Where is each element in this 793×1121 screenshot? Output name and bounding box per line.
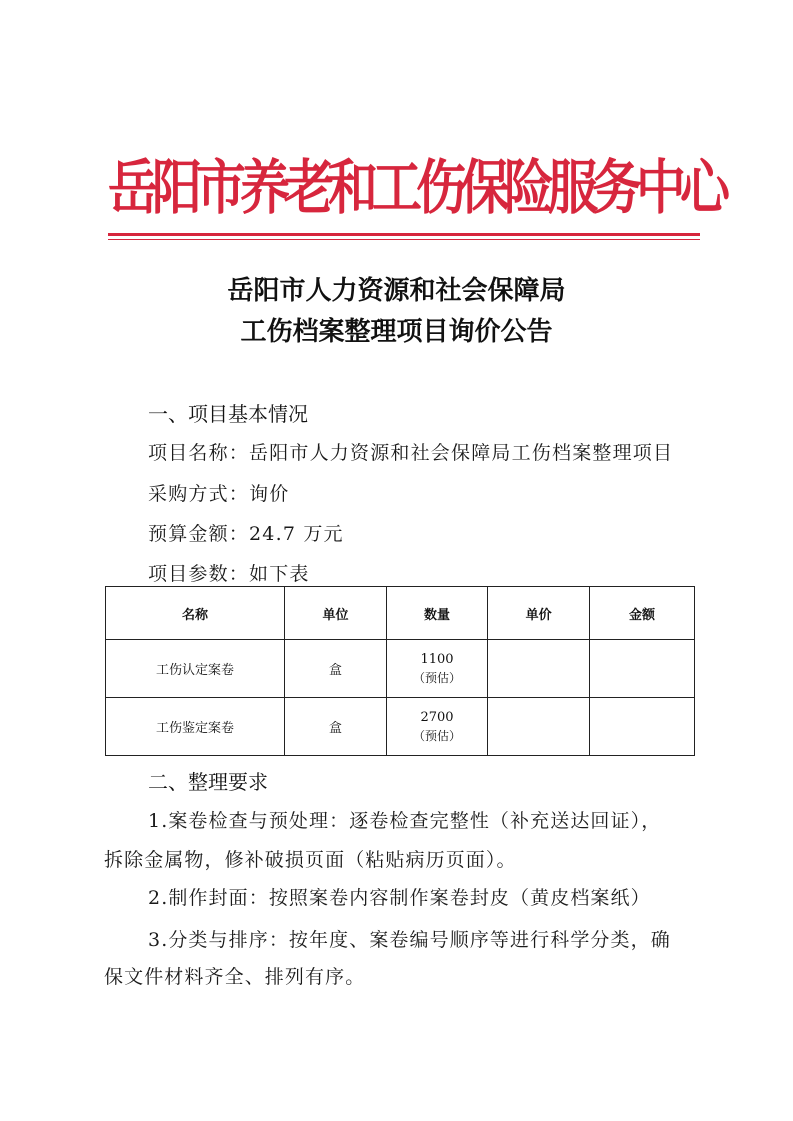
cell-amount xyxy=(590,640,695,698)
header-divider-thin xyxy=(108,239,700,240)
column-header-amount: 金额 xyxy=(590,587,695,640)
project-name-line: 项目名称：岳阳市人力资源和社会保障局工伤档案整理项目 xyxy=(148,442,674,464)
cell-unit-price xyxy=(488,640,590,698)
cell-unit: 盒 xyxy=(285,640,387,698)
cell-quantity xyxy=(386,698,487,756)
requirement-3-line1: 3.分类与排序：按年度、案卷编号顺序等进行科学分类，确 xyxy=(148,929,671,951)
organization-header: 岳阳市养老和工伤保险服务中心 xyxy=(108,153,724,223)
quantity-value: 2700 xyxy=(420,709,454,725)
table-header-row xyxy=(106,587,695,640)
cell-quantity xyxy=(386,640,487,698)
cell-unit: 盒 xyxy=(285,698,387,756)
requirement-2: 2.制作封面：按照案卷内容制作案卷封皮（黄皮档案纸） xyxy=(148,887,651,909)
column-header-quantity: 数量 xyxy=(386,587,487,640)
section-heading-requirements: 二、整理要求 xyxy=(148,770,268,794)
table-row xyxy=(106,698,695,756)
column-header-name: 名称 xyxy=(106,587,285,640)
section-heading-basic-info: 一、项目基本情况 xyxy=(148,402,308,426)
header-divider-thick xyxy=(108,233,700,236)
cell-amount xyxy=(590,698,695,756)
requirement-1-line2: 拆除金属物，修补破损页面（粘贴病历页面）。 xyxy=(104,849,517,871)
quantity-note: （预估） xyxy=(413,670,462,685)
table-row xyxy=(106,640,695,698)
document-title-line2: 工伤档案整理项目询价公告 xyxy=(240,317,553,347)
procurement-method-line: 采购方式：询价 xyxy=(148,483,290,505)
quantity-note: （预估） xyxy=(413,728,462,743)
requirement-1-line1: 1.案卷检查与预处理：逐卷检查完整性（补充送达回证）， xyxy=(148,810,662,832)
cell-name: 工伤认定案卷 xyxy=(106,640,285,698)
document-title-line1: 岳阳市人力资源和社会保障局 xyxy=(227,276,566,306)
cell-unit-price xyxy=(488,698,590,756)
requirement-3-line2: 保文件材料齐全、排列有序。 xyxy=(104,966,366,988)
parameters-line: 项目参数：如下表 xyxy=(148,563,310,585)
quantity-value: 1100 xyxy=(420,651,454,667)
budget-line: 预算金额：24.7 万元 xyxy=(148,523,344,545)
column-header-unit-price: 单价 xyxy=(488,587,590,640)
parameters-table xyxy=(105,586,695,756)
cell-name: 工伤鉴定案卷 xyxy=(106,698,285,756)
column-header-unit: 单位 xyxy=(285,587,387,640)
